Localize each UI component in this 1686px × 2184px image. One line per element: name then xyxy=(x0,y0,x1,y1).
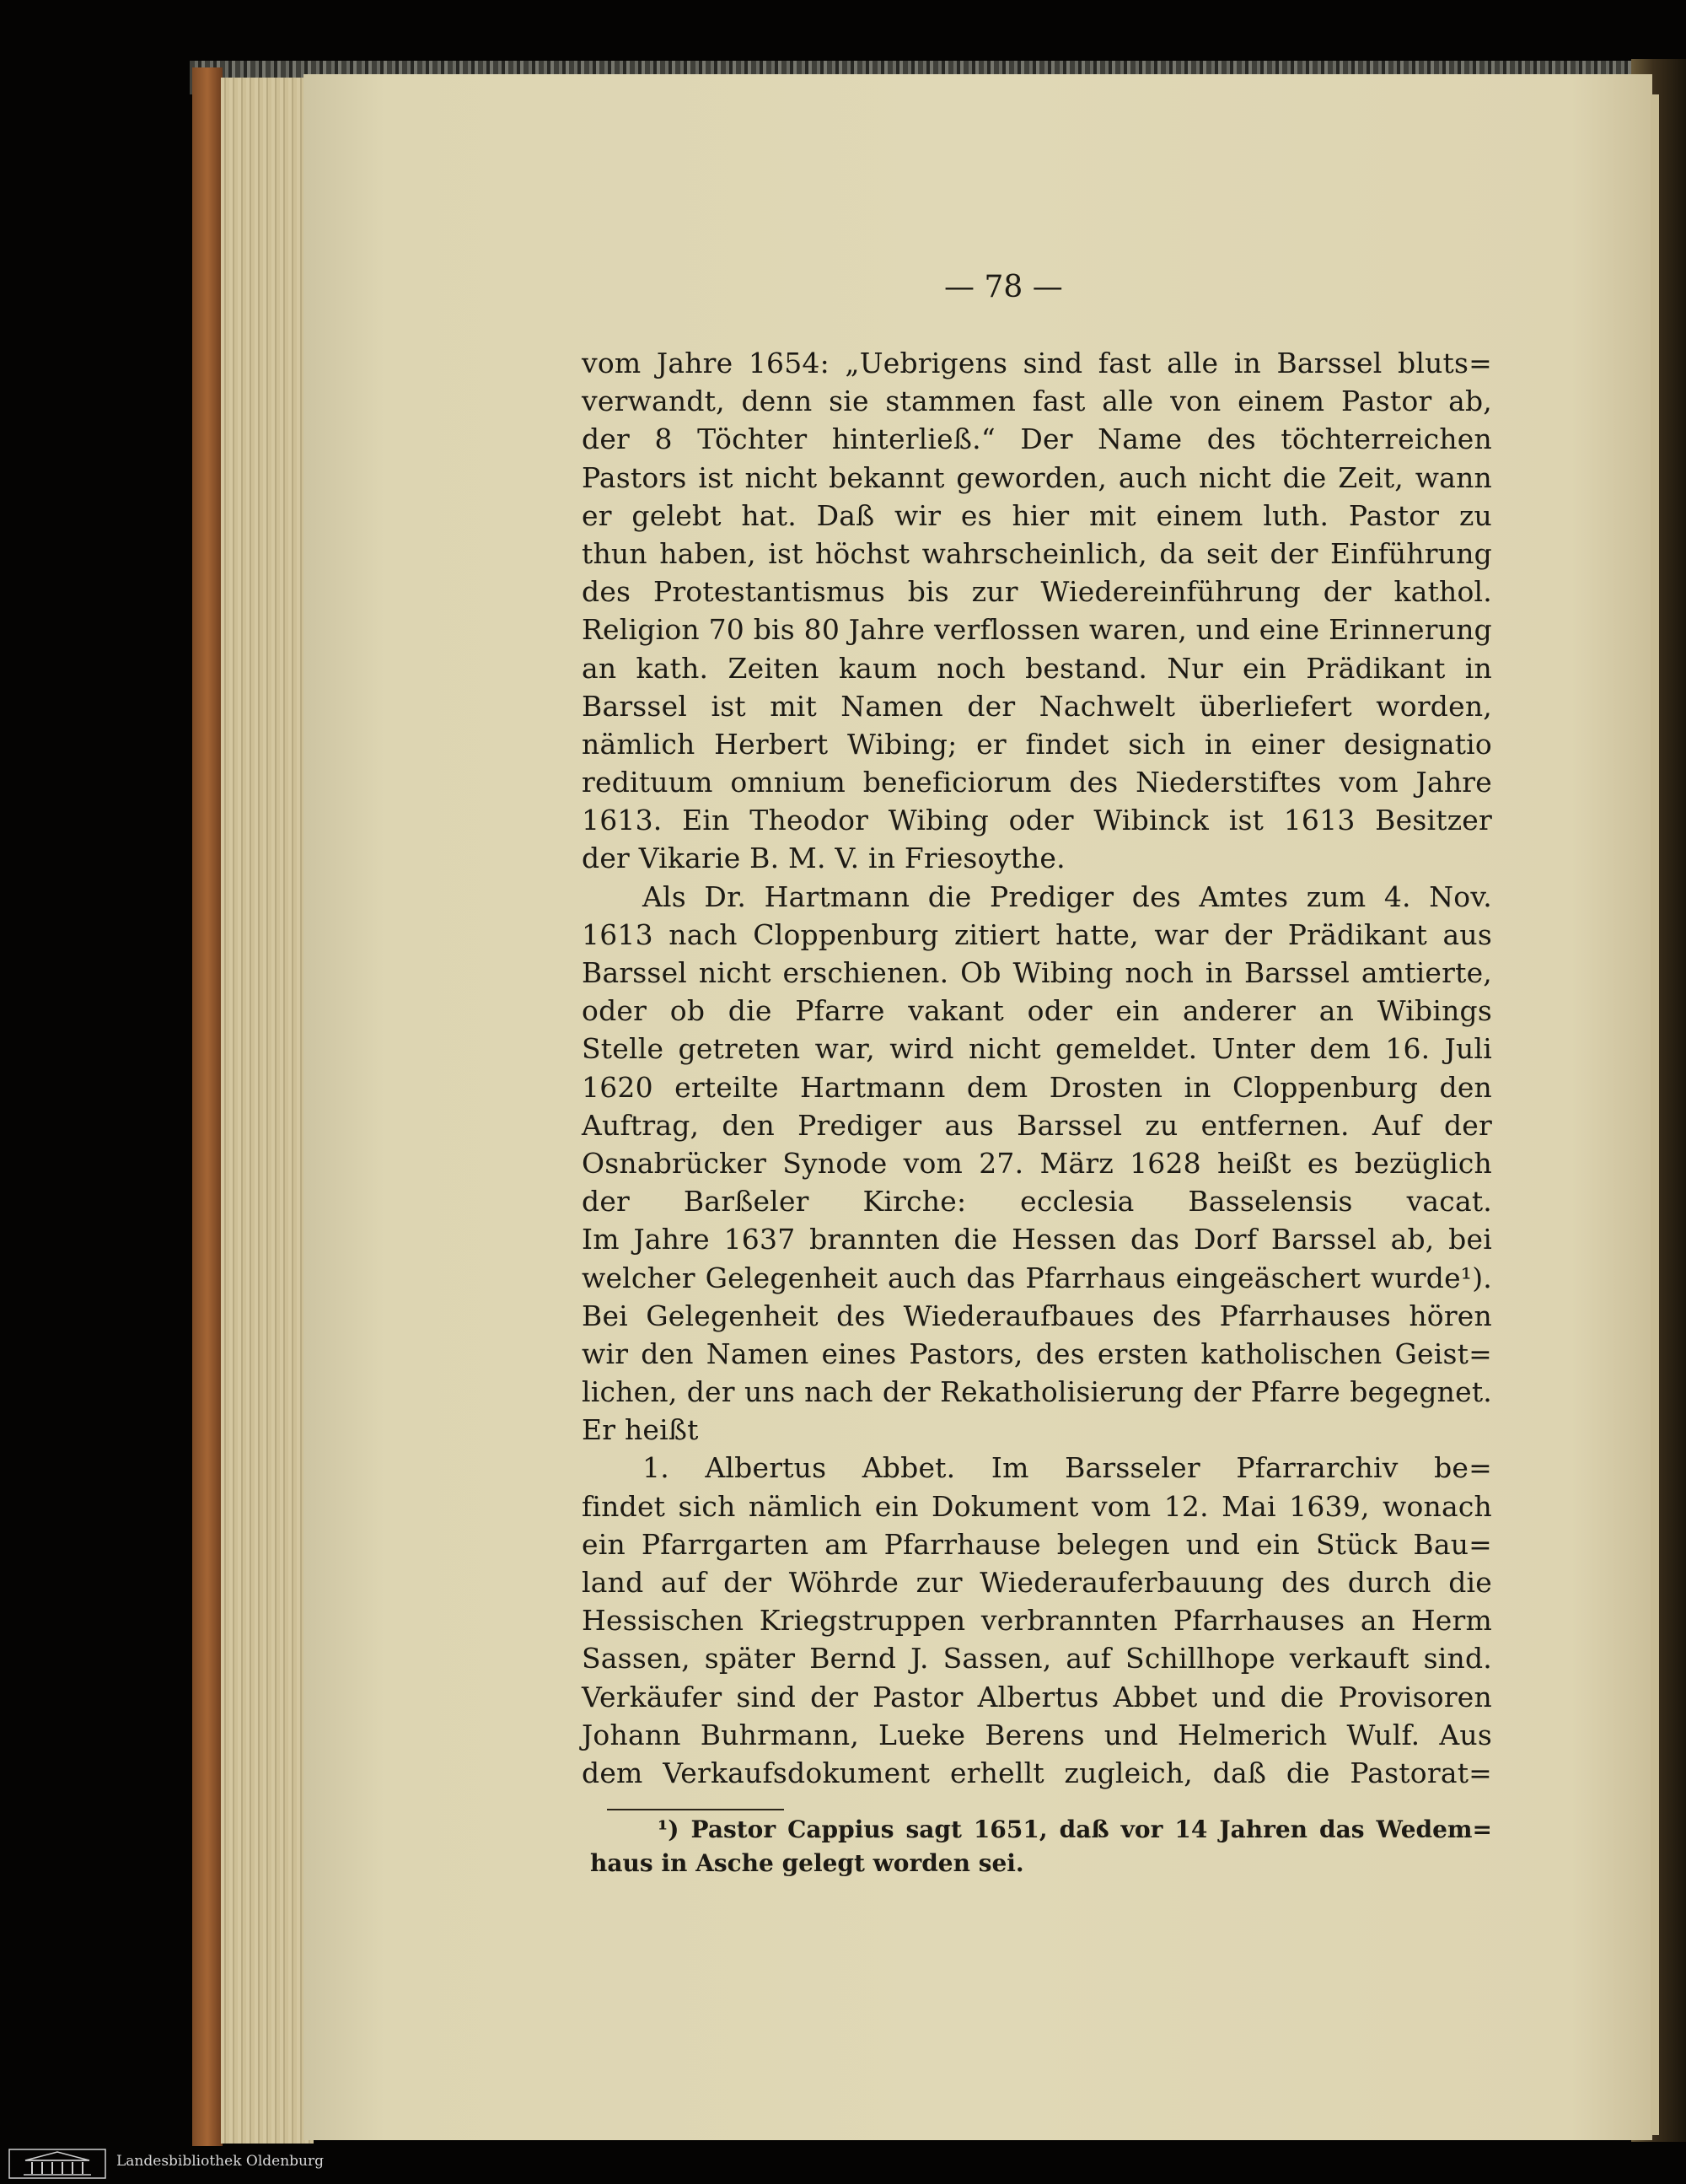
text-line: oder ob die Pfarre vakant oder ein anderer an Wibings xyxy=(582,994,1492,1028)
page-leaves-stack xyxy=(221,78,314,2144)
text-line: Religion 70 bis 80 Jahre verflossen waren, und eine Erinnerung xyxy=(582,613,1492,647)
page-number: — 78 — xyxy=(944,270,1063,304)
text-line: Bei Gelegenheit des Wiederaufbaues des Pfarrhauses hören xyxy=(582,1299,1492,1332)
text-line: redituum omnium beneficiorum des Niederstiftes vom Jahre xyxy=(582,766,1492,799)
text-line: an kath. Zeiten kaum noch bestand. Nur ein Prädikant in xyxy=(582,651,1492,685)
text-line: Barssel ist mit Namen der Nachwelt überliefert worden, xyxy=(582,689,1492,723)
text-line: der 8 Töchter hinterließ.“ Der Name des töchterreichen xyxy=(582,422,1492,456)
footnote-line: ¹) Pastor Cappius sagt 1651, daß vor 14 Jahren das Wedem= xyxy=(658,1816,1492,1843)
page-right-edge xyxy=(1651,94,1659,2135)
text-line: findet sich nämlich ein Dokument vom 12. Mai 1639, wonach xyxy=(582,1489,1492,1523)
footnote-line: haus in Asche gelegt worden sei. xyxy=(590,1849,1024,1877)
text-line: land auf der Wöhrde zur Wiederauferbauung des durch die xyxy=(582,1566,1492,1599)
body-text xyxy=(582,344,1492,1792)
text-line: Hessischen Kriegstruppen verbrannten Pfarrhauses an Herm xyxy=(582,1604,1492,1638)
text-line: dem Verkaufsdokument erhellt zugleich, daß die Pastorat= xyxy=(582,1756,1492,1789)
text-line: Osnabrücker Synode vom 27. März 1628 heißt es bezüglich xyxy=(582,1146,1492,1180)
text-line: des Protestantismus bis zur Wiedereinführung der kathol. xyxy=(582,575,1492,609)
text-line: verwandt, denn sie stammen fast alle von einem Pastor ab, xyxy=(582,385,1492,418)
text-line: vom Jahre 1654: „Uebrigens sind fast alle in Barssel bluts= xyxy=(582,347,1492,379)
text-line: 1613. Ein Theodor Wibing oder Wibinck ist 1613 Besitzer xyxy=(582,804,1492,837)
text-line: Im Jahre 1637 brannten die Hessen das Dorf Barssel ab, bei xyxy=(582,1223,1492,1256)
text-line: Johann Buhrmann, Lueke Berens und Helmerich Wulf. Aus xyxy=(582,1718,1492,1751)
text-line: 1620 erteilte Hartmann dem Drosten in Cloppenburg den xyxy=(582,1070,1492,1104)
text-line: Barssel nicht erschienen. Ob Wibing noch in Barssel amtierte, xyxy=(582,956,1492,989)
text-line: er gelebt hat. Daß wir es hier mit einem luth. Pastor zu xyxy=(582,498,1492,532)
text-line: ein Pfarrgarten am Pfarrhause belegen und ein Stück Bau= xyxy=(582,1527,1492,1561)
footnote xyxy=(590,1813,1492,1880)
footnote-separator xyxy=(607,1809,784,1810)
text-line: Er heißt xyxy=(582,1413,699,1447)
text-line: Stelle getreten war, wird nicht gemeldet. Unter dem 16. Juli xyxy=(582,1032,1492,1066)
text-line: der Barßeler Kirche: ecclesia Basselensis vacat. xyxy=(582,1185,1492,1218)
library-building-icon xyxy=(8,2149,106,2179)
text-line: Als Dr. Hartmann die Prediger des Amtes zum 4. Nov. xyxy=(642,880,1492,913)
text-line: 1. Albertus Abbet. Im Barsseler Pfarrarchiv be= xyxy=(642,1451,1492,1485)
text-line: lichen, der uns nach der Rekatholisierung der Pfarre begegnet. xyxy=(582,1375,1492,1409)
text-line: 1613 nach Cloppenburg zitiert hatte, war der Prädikant aus xyxy=(582,917,1492,951)
text-line: thun haben, ist höchst wahrscheinlich, da seit der Einführung xyxy=(582,536,1492,570)
text-line: Auftrag, den Prediger aus Barssel zu entfernen. Auf der xyxy=(582,1108,1492,1142)
text-line: welcher Gelegenheit auch das Pfarrhaus eingeäschert wurde¹). xyxy=(582,1261,1492,1294)
book-spine-left xyxy=(192,67,223,2150)
watermark-label: Landesbibliothek Oldenburg xyxy=(116,2153,325,2170)
text-line: Verkäufer sind der Pastor Albertus Abbet und die Provisoren xyxy=(582,1680,1492,1713)
text-line: nämlich Herbert Wibing; er findet sich in einer designatio xyxy=(582,727,1492,761)
text-line: der Vikarie B. M. V. in Friesoythe. xyxy=(582,842,1066,875)
text-line: Pastors ist nicht bekannt geworden, auch nicht die Zeit, wann xyxy=(582,460,1492,494)
text-line: Sassen, später Bernd J. Sassen, auf Schillhope verkauft sind. xyxy=(582,1642,1492,1676)
text-line: wir den Namen eines Pastors, des ersten katholischen Geist= xyxy=(582,1337,1492,1370)
